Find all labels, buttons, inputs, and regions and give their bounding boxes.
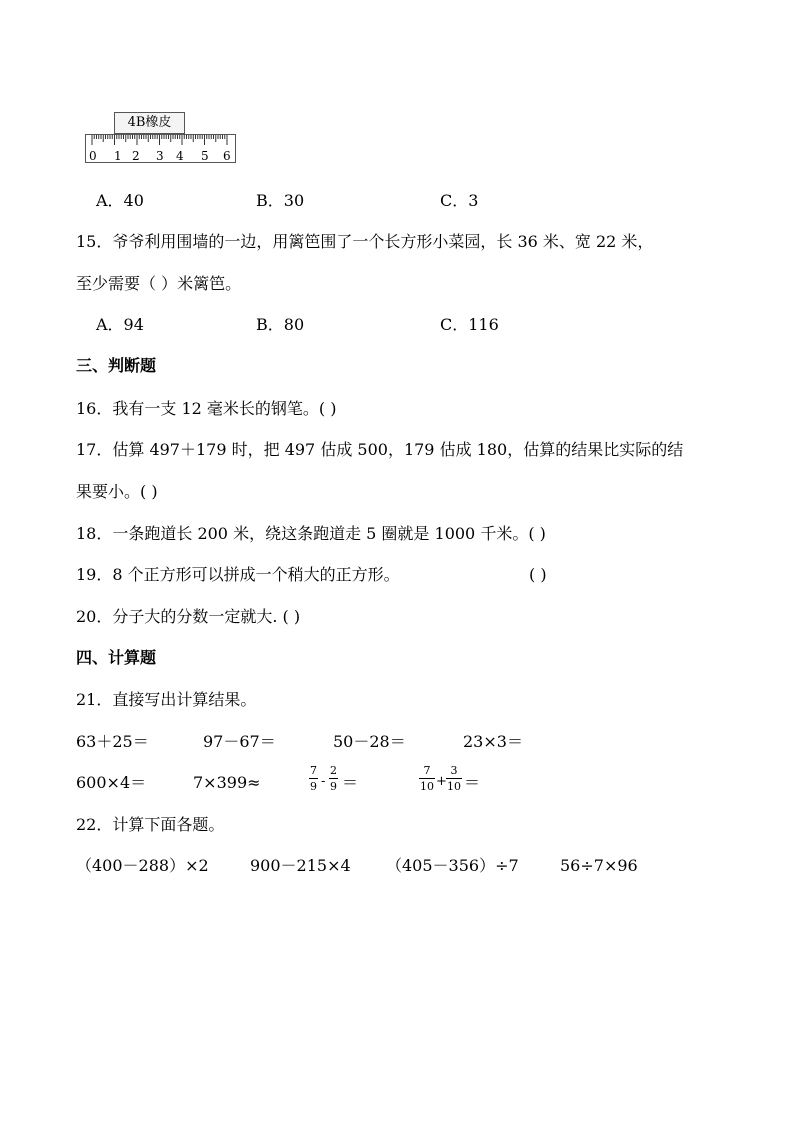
ruler-tick-3: 3 [156,149,164,163]
q17-line1: 17．估算 497＋179 时，把 497 估成 500，179 估成 180，估算的结果比实际的结 [76,440,684,459]
q20-text: 20．分子大的分数一定就大. ( ) [76,607,301,626]
denominator: 10 [420,780,434,793]
equals-sign: ＝ [342,773,359,792]
section-true-false-title: 三、判断题 [76,356,157,375]
q14-option-b: B．30 [256,191,305,210]
fraction [419,765,435,792]
q22-expr-2: 900－215×4 [250,856,351,875]
denominator: 10 [447,780,461,793]
q21-expr-5: 600×4＝ [76,773,147,792]
q21-expr-6: 7×399≈ [193,773,261,792]
q19-text: 19．8 个正方形可以拼成一个稍大的正方形。 [76,565,400,584]
q21-expr-1: 63＋25＝ [76,732,149,751]
eraser-label: 4B橡皮 [114,112,185,134]
section-calculation-title: 四、计算题 [76,648,157,667]
q21-text: 21．直接写出计算结果。 [76,690,257,709]
fraction [309,765,318,792]
q16-text: 16．我有一支 12 毫米长的钢笔。( ) [76,399,337,418]
q22-expr-3: （405－356）÷7 [386,856,519,875]
ruler [85,134,236,163]
q22-expr-4: 56÷7×96 [560,856,638,875]
q17-line2: 果要小。( ) [76,482,158,501]
q15-option-a: A．94 [96,315,144,334]
denominator: 9 [330,780,337,793]
q22-expr-1: （400－288）×2 [76,856,209,875]
q21-expr-3: 50－28＝ [333,732,406,751]
numerator: 7 [419,765,435,779]
q15-option-c: C．116 [440,315,499,334]
numerator: 3 [446,765,462,779]
ruler-tick-4: 4 [176,149,184,163]
fraction [329,765,338,792]
operator: + [436,774,447,789]
q18-text: 18．一条跑道长 200 米，绕这条跑道走 5 圈就是 1000 千米。( ) [76,524,546,543]
ruler-tick-5: 5 [201,149,209,163]
ruler-tick-1: 1 [114,149,122,163]
numerator: 2 [330,764,337,777]
ruler-tick-6: 6 [223,149,231,163]
numerator: 7 [310,764,317,777]
operator: - [321,774,326,789]
equals-sign: ＝ [464,773,481,792]
q19-answer-blank: ( ) [529,565,547,584]
fraction [446,765,462,792]
q15-option-b: B．80 [256,315,305,334]
q21-expr-4: 23×3＝ [463,732,523,751]
q14-option-a: A．40 [96,191,144,210]
q15-line2: 至少需要（ ）米篱笆。 [76,274,242,293]
q14-option-c: C．3 [440,191,479,210]
q22-text: 22．计算下面各题。 [76,815,225,834]
q21-expr-2: 97－67＝ [203,732,276,751]
q15-line1: 15．爷爷利用围墙的一边，用篱笆围了一个长方形小菜园，长 36 米、宽 22 米， [76,232,654,251]
denominator: 9 [310,780,317,793]
ruler-tick-0: 0 [89,149,97,163]
ruler-tick-2: 2 [132,149,140,163]
